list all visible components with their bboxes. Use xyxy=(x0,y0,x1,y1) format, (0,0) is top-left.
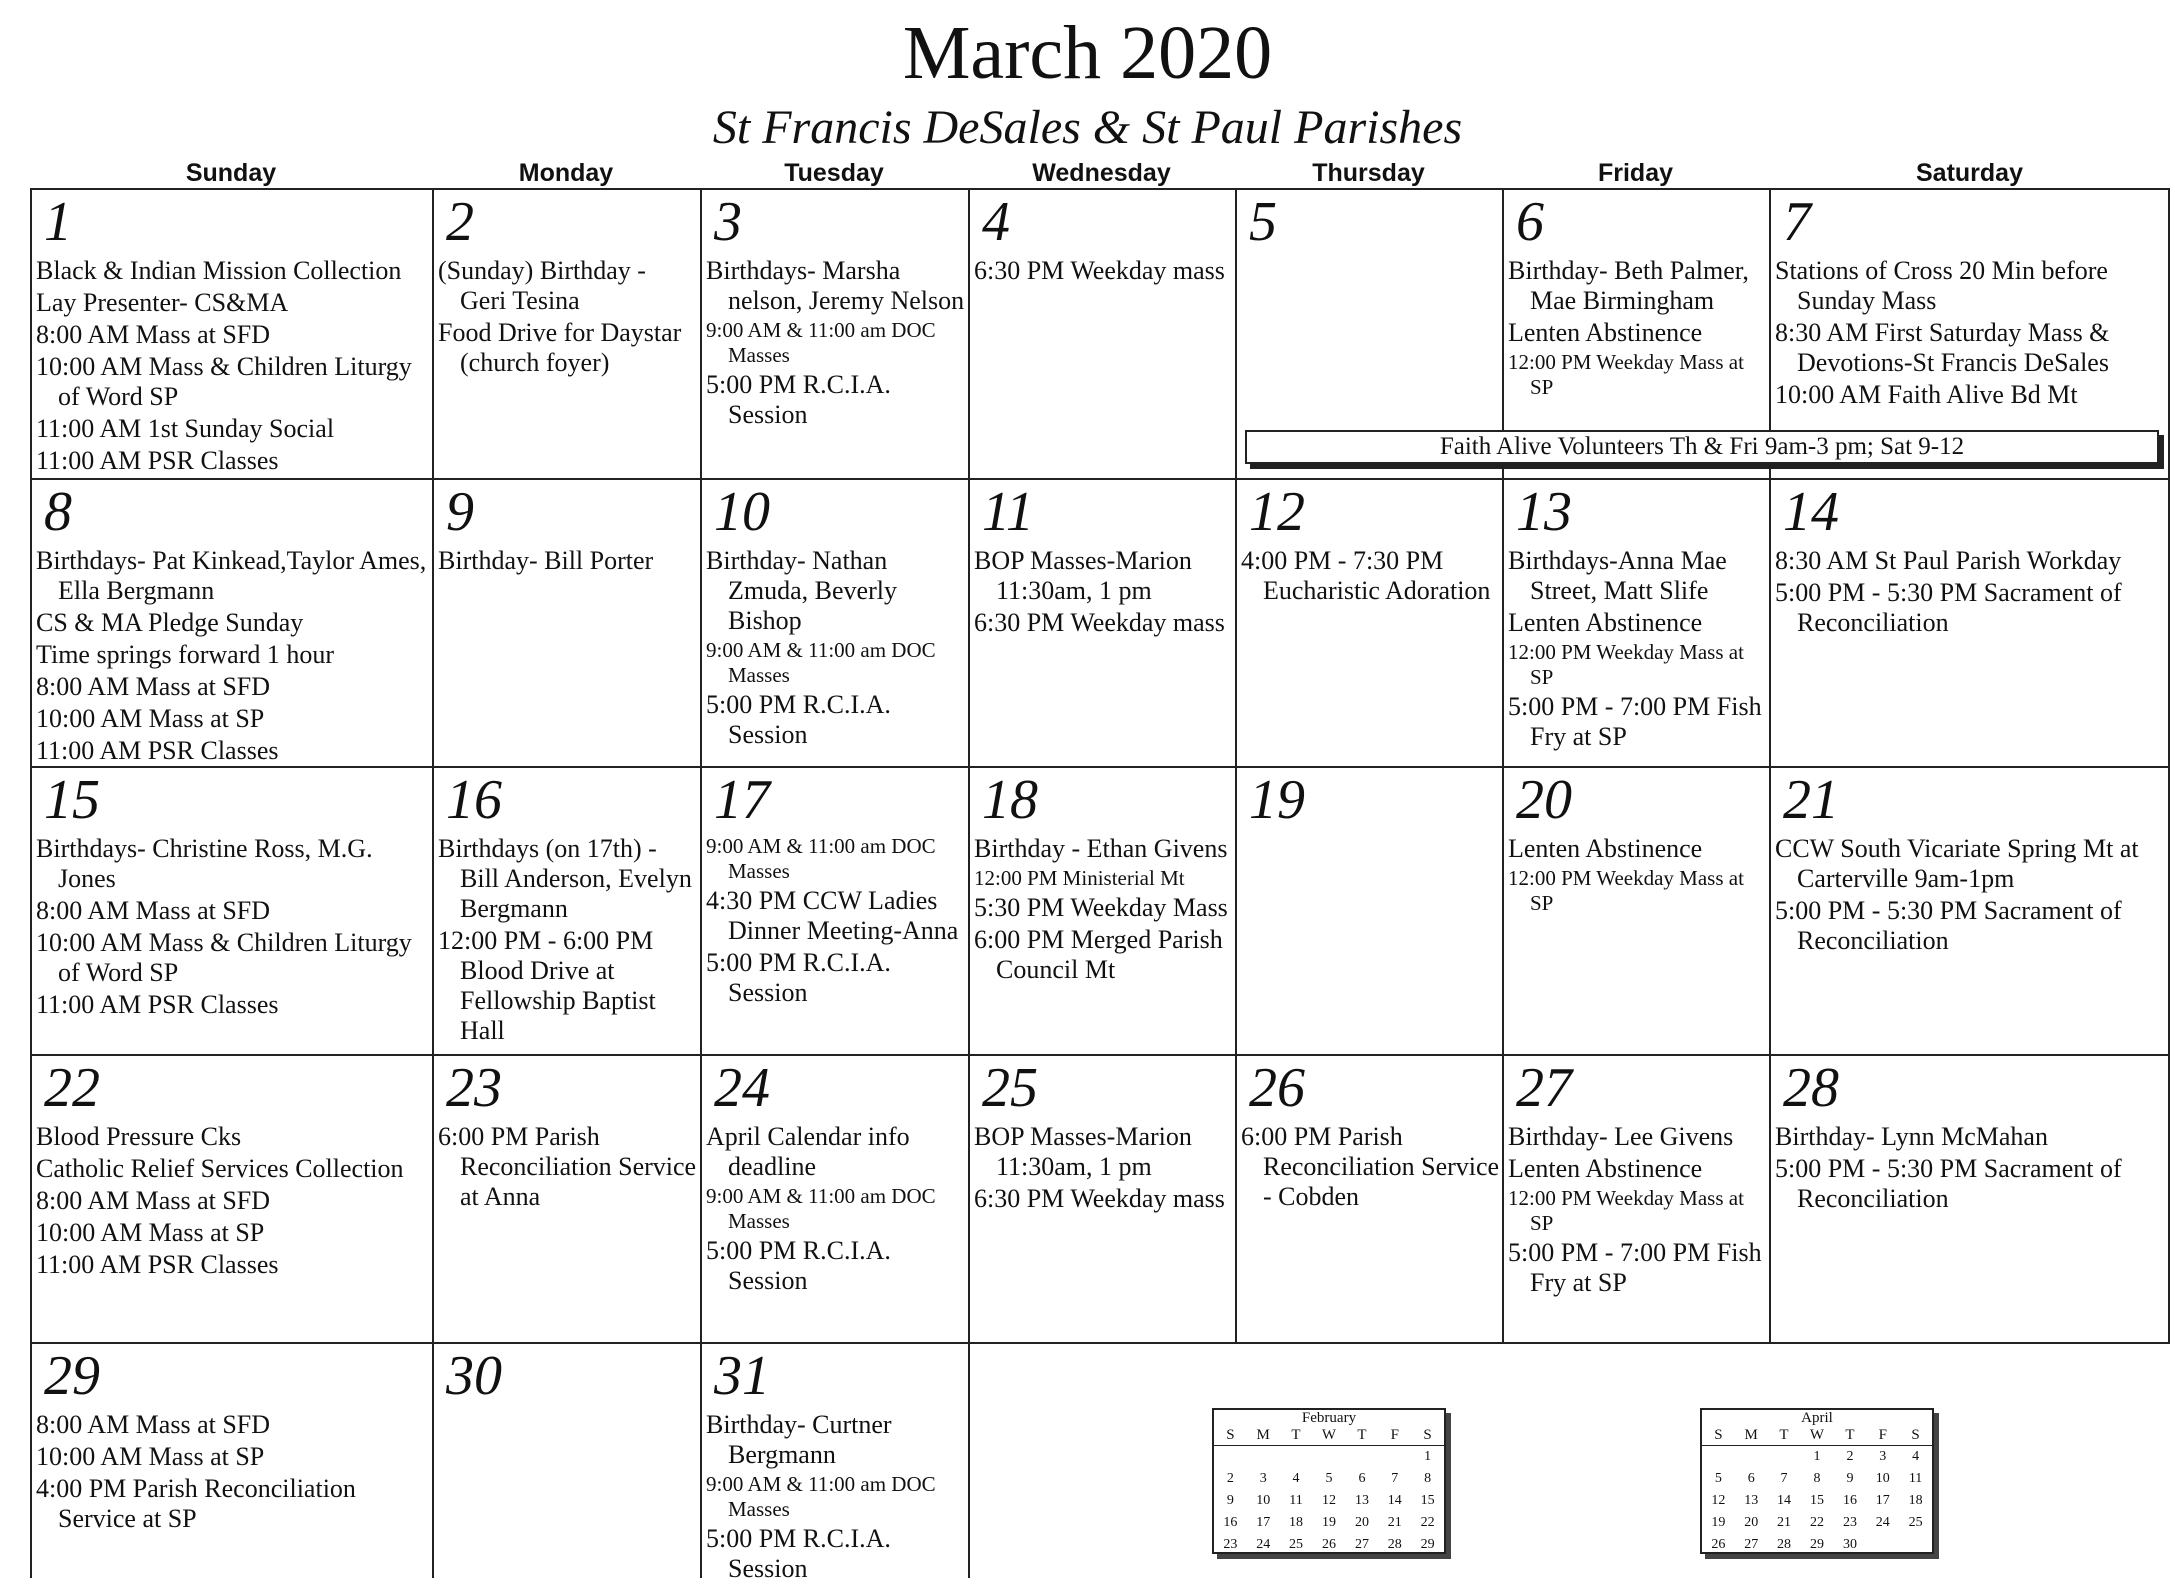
mini-calendar-date: 17 xyxy=(1875,1493,1890,1508)
calendar-event: 6:30 PM Weekday mass xyxy=(974,1184,1225,1213)
calendar-event: 9:00 AM & 11:00 am DOC Masses xyxy=(706,638,936,687)
day-cell-25 xyxy=(970,1056,1235,1342)
day-number: 5 xyxy=(1249,191,1277,253)
day-number: 30 xyxy=(446,1345,502,1407)
day-number: 4 xyxy=(982,191,1010,253)
calendar-event: Black & Indian Mission Collection xyxy=(36,256,402,285)
calendar-grid xyxy=(30,188,2170,1578)
mini-calendar-date: 8 xyxy=(1424,1471,1432,1486)
calendar-event: 5:00 PM R.C.I.A. Session xyxy=(706,690,891,749)
day-number: 7 xyxy=(1783,191,1811,253)
calendar-event: 8:00 AM Mass at SFD xyxy=(36,1186,271,1215)
mini-calendar-date xyxy=(1346,1446,1379,1469)
calendar-event: 5:00 PM - 7:00 PM Fish Fry at SP xyxy=(1508,692,1762,751)
day-number: 18 xyxy=(982,769,1038,831)
day-cell-28 xyxy=(1771,1056,2170,1342)
calendar-event: Lenten Abstinence xyxy=(1508,1154,1703,1183)
day-number: 25 xyxy=(982,1057,1038,1119)
calendar-event: 6:00 PM Parish Reconciliation Service at Anna xyxy=(438,1122,697,1211)
day-number: 9 xyxy=(446,481,474,543)
calendar-event: 5:00 PM - 5:30 PM Sacrament of Reconciliation xyxy=(1775,896,2122,955)
mini-calendar-date: 4 xyxy=(1292,1471,1300,1486)
day-number: 2 xyxy=(446,191,474,253)
mini-calendar-date: 22 xyxy=(1420,1515,1435,1530)
calendar-event: 4:00 PM - 7:30 PM Eucharistic Adoration xyxy=(1241,546,1491,605)
calendar-event: Birthday - Ethan Givens xyxy=(974,834,1228,863)
mini-calendar-date: 14 xyxy=(1387,1493,1402,1508)
calendar-event: 9:00 AM & 11:00 am DOC Masses xyxy=(706,318,936,367)
mini-calendar-date: 17 xyxy=(1256,1515,1271,1530)
calendar-event: 10:00 AM Mass at SP xyxy=(36,1442,265,1471)
day-cell-22 xyxy=(32,1056,432,1342)
page-subtitle: St Francis DeSales & St Paul Parishes xyxy=(712,101,1463,154)
day-number: 26 xyxy=(1249,1057,1305,1119)
calendar-event: CS & MA Pledge Sunday xyxy=(36,608,304,637)
calendar-event: Birthdays- Christine Ross, M.G. Jones xyxy=(36,834,373,893)
mini-calendar-date: 19 xyxy=(1711,1515,1726,1530)
mini-calendar-date: 1 xyxy=(1424,1449,1432,1464)
calendar-event: 10:00 AM Mass at SP xyxy=(36,704,265,733)
calendar-event: Birthday- Lynn McMahan xyxy=(1775,1122,2048,1151)
calendar-event: 8:00 AM Mass at SFD xyxy=(36,672,271,701)
calendar-event: Lenten Abstinence xyxy=(1508,834,1703,863)
day-number: 19 xyxy=(1249,769,1305,831)
calendar-event: 8:30 AM First Saturday Mass & Devotions-St Francis DeSales xyxy=(1775,318,2110,377)
calendar-event: 10:00 AM Mass & Children Liturgy of Word SP xyxy=(36,352,412,411)
day-cell-8 xyxy=(32,480,432,766)
mini-calendar-date: 20 xyxy=(1354,1515,1369,1530)
mini-calendar-date xyxy=(1768,1446,1801,1469)
mini-calendar-weekday: F xyxy=(1378,1426,1411,1446)
mini-calendar-date: 3 xyxy=(1259,1471,1267,1486)
calendar-event: Birthday- Nathan Zmuda, Beverly Bishop xyxy=(706,546,897,635)
mini-calendar-weekday: S xyxy=(1702,1426,1735,1446)
day-number: 12 xyxy=(1249,481,1305,543)
calendar-event: Birthday- Beth Palmer, Mae Birmingham xyxy=(1508,256,1749,315)
mini-calendar-date: 27 xyxy=(1354,1537,1369,1552)
calendar-event: 11:00 AM PSR Classes xyxy=(36,1250,279,1279)
mini-calendar-date: 24 xyxy=(1875,1515,1890,1530)
calendar-event: BOP Masses-Marion 11:30am, 1 pm xyxy=(974,1122,1192,1181)
mini-calendar-weekday: W xyxy=(1312,1426,1345,1446)
calendar-event: 12:00 PM Weekday Mass at SP xyxy=(1508,640,1744,689)
day-cell-14 xyxy=(1771,480,2170,766)
day-cell-17 xyxy=(702,768,968,1054)
calendar-event: BOP Masses-Marion 11:30am, 1 pm xyxy=(974,546,1192,605)
weekday-header-saturday: Saturday xyxy=(1916,159,2023,187)
mini-calendar-date: 11 xyxy=(1289,1493,1303,1508)
mini-calendar-date: 7 xyxy=(1391,1471,1399,1486)
day-cell-30 xyxy=(434,1344,700,1578)
mini-calendar-february xyxy=(1212,1408,1446,1554)
weekday-header-monday: Monday xyxy=(518,159,614,187)
day-cell-9 xyxy=(434,480,700,766)
mini-calendar-weekday: T xyxy=(1834,1426,1867,1446)
calendar-event: Birthday- Lee Givens xyxy=(1508,1122,1734,1151)
calendar-event: Catholic Relief Services Collection xyxy=(36,1154,404,1183)
mini-calendar-date xyxy=(1280,1446,1313,1469)
mini-calendar-date: 23 xyxy=(1223,1537,1238,1552)
calendar-event: (Sunday) Birthday - Geri Tesina xyxy=(438,256,646,315)
day-number: 14 xyxy=(1783,481,1839,543)
mini-calendar-date: 16 xyxy=(1223,1515,1238,1530)
day-cell-26 xyxy=(1237,1056,1502,1342)
day-cell-16 xyxy=(434,768,700,1054)
mini-calendar-april xyxy=(1700,1408,1934,1554)
mini-calendar-date: 22 xyxy=(1809,1515,1824,1530)
day-number: 17 xyxy=(714,769,770,831)
day-cell-4 xyxy=(970,190,1235,478)
day-number: 1 xyxy=(44,191,72,253)
mini-calendar-date: 10 xyxy=(1875,1471,1890,1486)
calendar-event: 12:00 PM Ministerial Mt xyxy=(974,866,1185,890)
mini-calendar-date: 26 xyxy=(1711,1537,1726,1552)
weekday-header-row xyxy=(30,156,2170,190)
mini-calendar-date: 24 xyxy=(1256,1537,1271,1552)
mini-calendar-date: 13 xyxy=(1354,1493,1369,1508)
calendar-event: 6:00 PM Merged Parish Council Mt xyxy=(974,925,1223,984)
weekday-header-wednesday: Wednesday xyxy=(1032,159,1171,187)
day-cell-3 xyxy=(702,190,968,478)
day-number: 31 xyxy=(714,1345,770,1407)
mini-calendar-date: 21 xyxy=(1776,1515,1791,1530)
day-cell-19 xyxy=(1237,768,1502,1054)
day-number: 13 xyxy=(1516,481,1572,543)
day-cell-20 xyxy=(1504,768,1769,1054)
calendar-event: 5:00 PM - 5:30 PM Sacrament of Reconciliation xyxy=(1775,578,2122,637)
calendar-event: 5:00 PM R.C.I.A. Session xyxy=(706,948,891,1007)
day-cell-1 xyxy=(32,190,432,478)
mini-calendar-weekday: M xyxy=(1247,1426,1280,1446)
day-cell-13 xyxy=(1504,480,1769,766)
calendar-event: Stations of Cross 20 Min before Sunday Mass xyxy=(1775,256,2108,315)
mini-calendar-date: 9 xyxy=(1846,1471,1854,1486)
calendar-event: Food Drive for Daystar (church foyer) xyxy=(438,318,682,377)
mini-calendar-date: 8 xyxy=(1813,1471,1821,1486)
calendar-event: Birthdays- Marsha nelson, Jeremy Nelson xyxy=(706,256,965,315)
weekday-header-sunday: Sunday xyxy=(185,159,277,187)
calendar-event: 5:00 PM R.C.I.A. Session xyxy=(706,1524,891,1578)
day-number: 24 xyxy=(714,1057,770,1119)
calendar-event: Lay Presenter- CS&MA xyxy=(36,288,289,317)
calendar-event: CCW South Vicariate Spring Mt at Carterville 9am-1pm xyxy=(1775,834,2139,893)
mini-calendar-month: February xyxy=(1301,1410,1357,1426)
calendar-event: 5:30 PM Weekday Mass xyxy=(974,893,1228,922)
mini-calendar-date: 7 xyxy=(1780,1471,1788,1486)
calendar-event: 6:30 PM Weekday mass xyxy=(974,256,1225,285)
day-cell-10 xyxy=(702,480,968,766)
calendar-event: 10:00 AM Mass at SP xyxy=(36,1218,265,1247)
mini-calendar-weekday: T xyxy=(1280,1426,1313,1446)
mini-calendar-date: 26 xyxy=(1321,1537,1336,1552)
day-number: 16 xyxy=(446,769,502,831)
calendar-event: 11:00 AM PSR Classes xyxy=(36,736,279,765)
mini-calendar-date: 18 xyxy=(1288,1515,1303,1530)
mini-calendar-date: 27 xyxy=(1744,1537,1759,1552)
calendar-event: Birthday- Bill Porter xyxy=(438,546,654,575)
mini-calendar-weekday: S xyxy=(1411,1426,1444,1446)
calendar-event: Blood Pressure Cks xyxy=(36,1122,242,1151)
mini-calendar-date: 12 xyxy=(1711,1493,1726,1508)
calendar-event: Birthdays-Anna Mae Street, Matt Slife xyxy=(1508,546,1727,605)
day-number: 8 xyxy=(44,481,72,543)
mini-calendar-date: 1 xyxy=(1813,1449,1821,1464)
calendar-event: 5:00 PM R.C.I.A. Session xyxy=(706,370,891,429)
calendar-event: 5:00 PM - 5:30 PM Sacrament of Reconciliation xyxy=(1775,1154,2122,1213)
mini-calendar-date: 29 xyxy=(1809,1537,1824,1552)
mini-calendar-date: 6 xyxy=(1358,1471,1366,1486)
mini-calendar-date: 10 xyxy=(1256,1493,1271,1508)
faith-alive-banner: Faith Alive Volunteers Th & Fri 9am-3 pm; Sat 9-12 xyxy=(1245,430,2159,464)
calendar-event: 12:00 PM Weekday Mass at SP xyxy=(1508,350,1744,399)
mini-calendar-date: 12 xyxy=(1321,1493,1336,1508)
calendar-event: 11:00 AM PSR Classes xyxy=(36,446,279,475)
day-number: 6 xyxy=(1516,191,1544,253)
mini-calendar-date: 23 xyxy=(1842,1515,1857,1530)
day-cell-21 xyxy=(1771,768,2170,1054)
weekday-header-thursday: Thursday xyxy=(1312,159,1425,187)
calendar-event: 10:00 AM Mass & Children Liturgy of Word SP xyxy=(36,928,412,987)
calendar-event: Lenten Abstinence xyxy=(1508,318,1703,347)
mini-calendar-date: 29 xyxy=(1420,1537,1435,1552)
calendar-event: 8:00 AM Mass at SFD xyxy=(36,320,271,349)
mini-calendar-date: 15 xyxy=(1420,1493,1435,1508)
calendar-event: 6:00 PM Parish Reconciliation Service - Cobden xyxy=(1241,1122,1500,1211)
calendar-event: 9:00 AM & 11:00 am DOC Masses xyxy=(706,834,936,883)
calendar-event: 10:00 AM Faith Alive Bd Mt xyxy=(1775,380,2078,409)
mini-calendar-date: 28 xyxy=(1387,1537,1402,1552)
mini-calendar-date: 15 xyxy=(1809,1493,1824,1508)
day-cell-29 xyxy=(32,1344,432,1578)
mini-calendar-date: 30 xyxy=(1842,1537,1857,1552)
calendar-event: 9:00 AM & 11:00 am DOC Masses xyxy=(706,1184,936,1233)
mini-calendar-weekday: W xyxy=(1800,1426,1833,1446)
mini-calendar-date xyxy=(1378,1446,1411,1469)
calendar-event: Time springs forward 1 hour xyxy=(36,640,335,669)
mini-calendar-date xyxy=(1702,1446,1735,1469)
mini-calendar-date xyxy=(1247,1446,1280,1469)
calendar-event: 5:00 PM - 7:00 PM Fish Fry at SP xyxy=(1508,1238,1762,1297)
mini-calendar-date: 5 xyxy=(1325,1471,1333,1486)
calendar-event: 8:00 AM Mass at SFD xyxy=(36,896,271,925)
mini-calendar-date: 25 xyxy=(1908,1515,1923,1530)
day-number: 28 xyxy=(1783,1057,1839,1119)
mini-calendar-date: 14 xyxy=(1776,1493,1791,1508)
day-number: 21 xyxy=(1783,769,1839,831)
calendar-event: 5:00 PM R.C.I.A. Session xyxy=(706,1236,891,1295)
mini-calendar-date: 5 xyxy=(1714,1471,1722,1486)
day-number: 20 xyxy=(1516,769,1572,831)
mini-calendar-weekday: S xyxy=(1214,1426,1247,1446)
day-cell-2 xyxy=(434,190,700,478)
calendar-event: Birthdays (on 17th) - Bill Anderson, Evelyn Bergmann xyxy=(438,834,692,923)
calendar-event: April Calendar info deadline xyxy=(706,1122,910,1181)
day-number: 15 xyxy=(44,769,100,831)
calendar-event: 8:00 AM Mass at SFD xyxy=(36,1410,271,1439)
mini-calendar-date: 25 xyxy=(1288,1537,1303,1552)
day-cell-12 xyxy=(1237,480,1502,766)
mini-calendar-date: 9 xyxy=(1226,1493,1234,1508)
calendar-event: Lenten Abstinence xyxy=(1508,608,1703,637)
mini-calendar-date: 13 xyxy=(1744,1493,1759,1508)
calendar-event: Birthday- Curtner Bergmann xyxy=(706,1410,892,1469)
day-cell-23 xyxy=(434,1056,700,1342)
page-title: March 2020 xyxy=(902,11,1273,95)
day-number: 22 xyxy=(44,1057,100,1119)
day-cell-18 xyxy=(970,768,1235,1054)
day-cell-15 xyxy=(32,768,432,1054)
day-cell-11 xyxy=(970,480,1235,766)
calendar-event: 11:00 AM PSR Classes xyxy=(36,990,279,1019)
day-number: 11 xyxy=(982,481,1034,543)
mini-calendar-date: 3 xyxy=(1879,1449,1887,1464)
mini-calendar-weekday: T xyxy=(1768,1426,1801,1446)
calendar-event: 4:00 PM Parish Reconciliation Service at SP xyxy=(36,1474,356,1533)
calendar-event: Birthdays- Pat Kinkead,Taylor Ames, Ella Bergmann xyxy=(36,546,427,605)
day-number: 27 xyxy=(1516,1057,1572,1119)
calendar-event: 4:30 PM CCW Ladies Dinner Meeting-Anna xyxy=(706,886,959,945)
mini-calendar-month: April xyxy=(1801,1410,1833,1426)
calendar-event: 12:00 PM Weekday Mass at SP xyxy=(1508,866,1744,915)
day-number: 3 xyxy=(714,191,742,253)
mini-calendar-date: 11 xyxy=(1908,1471,1923,1486)
mini-calendar-weekday: S xyxy=(1899,1426,1932,1446)
mini-calendar-weekday: F xyxy=(1866,1426,1899,1446)
mini-calendar-date xyxy=(1312,1446,1345,1469)
day-number: 23 xyxy=(446,1057,502,1119)
mini-calendar-date xyxy=(1735,1446,1768,1469)
calendar-event: 12:00 PM Weekday Mass at SP xyxy=(1508,1186,1744,1235)
day-number: 29 xyxy=(44,1345,100,1407)
mini-calendar-date: 19 xyxy=(1321,1515,1336,1530)
mini-calendar-date: 16 xyxy=(1842,1493,1857,1508)
mini-calendar-date: 21 xyxy=(1387,1515,1402,1530)
day-cell-27 xyxy=(1504,1056,1769,1342)
calendar-event: 9:00 AM & 11:00 am DOC Masses xyxy=(706,1472,936,1521)
mini-calendar-date xyxy=(1214,1446,1247,1469)
weekday-header-tuesday: Tuesday xyxy=(784,159,884,187)
mini-calendar-date xyxy=(1899,1534,1932,1556)
day-cell-24 xyxy=(702,1056,968,1342)
mini-calendar-weekday: M xyxy=(1735,1426,1768,1446)
mini-calendar-date: 18 xyxy=(1908,1493,1923,1508)
mini-calendar-date: 2 xyxy=(1846,1449,1854,1464)
day-number: 10 xyxy=(714,481,770,543)
mini-calendar-date: 28 xyxy=(1776,1537,1791,1552)
mini-calendar-date: 20 xyxy=(1744,1515,1759,1530)
mini-calendar-weekday: T xyxy=(1346,1426,1379,1446)
day-cell-31 xyxy=(702,1344,968,1578)
mini-calendar-date: 4 xyxy=(1912,1449,1920,1464)
calendar-event: 8:30 AM St Paul Parish Workday xyxy=(1775,546,2122,575)
calendar-event: 6:30 PM Weekday mass xyxy=(974,608,1225,637)
mini-calendar-date: 2 xyxy=(1226,1471,1234,1486)
mini-calendar-date: 6 xyxy=(1747,1471,1755,1486)
mini-calendar-date xyxy=(1866,1534,1899,1556)
calendar-event: 11:00 AM 1st Sunday Social xyxy=(36,414,335,443)
weekday-header-friday: Friday xyxy=(1597,159,1674,187)
calendar-event: 12:00 PM - 6:00 PM Blood Drive at Fellowship Baptist Hall xyxy=(438,926,656,1045)
